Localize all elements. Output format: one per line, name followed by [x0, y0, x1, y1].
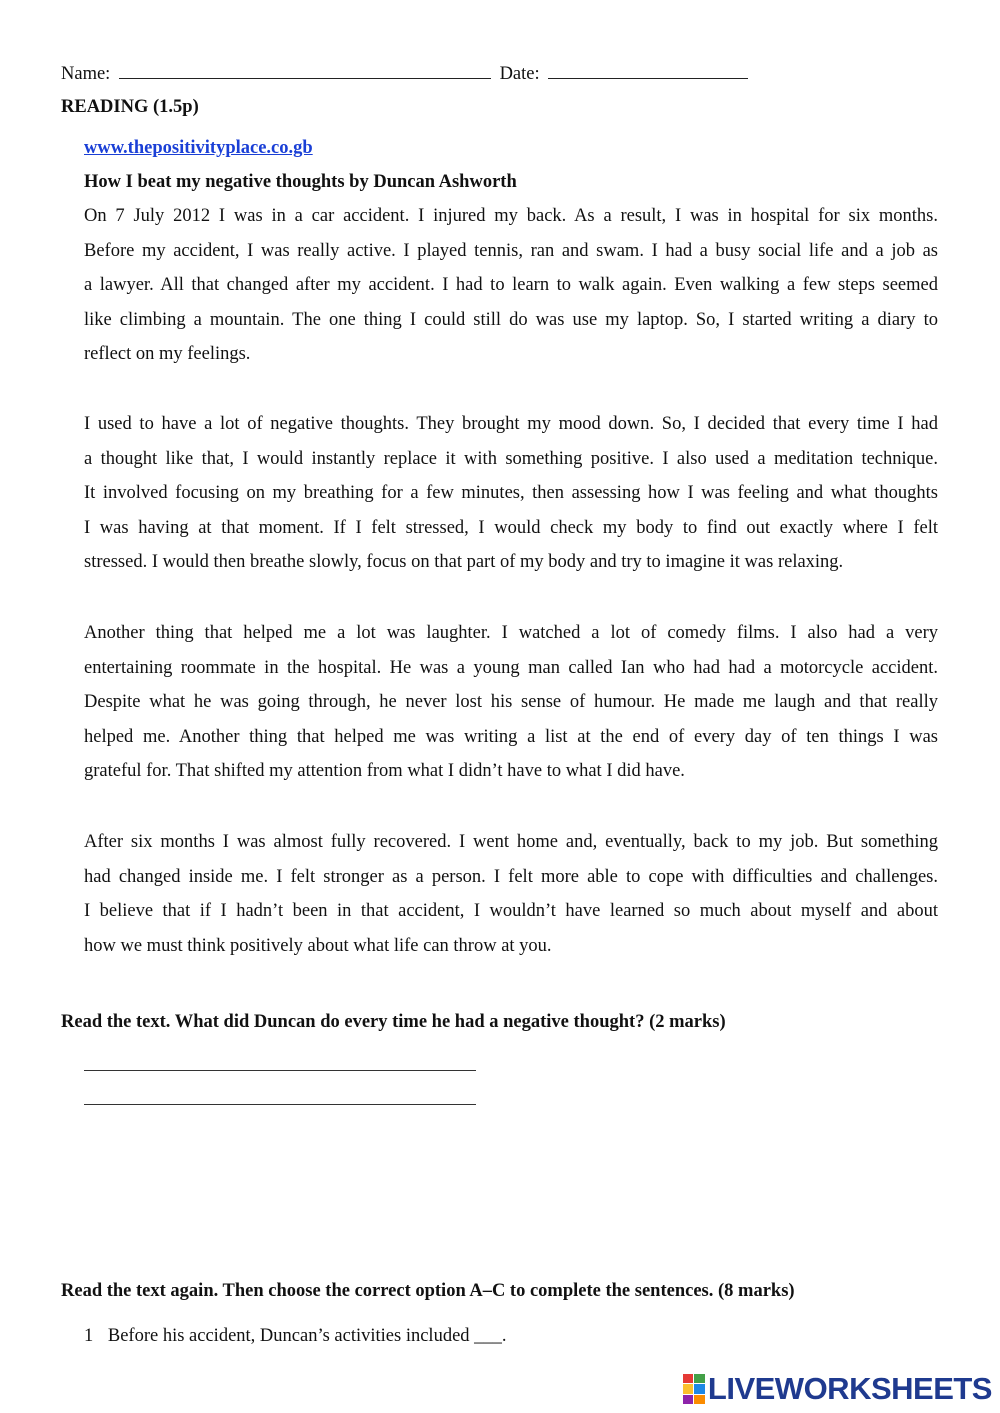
- paragraph-line: Another thing that helped me a lot was laughter. I watched a lot of comedy films. I also had a very: [84, 623, 938, 643]
- date-field[interactable]: [548, 61, 748, 79]
- question-2-prompt: Read the text again. Then choose the correct option A–C to complete the sentences. (8 marks): [61, 1281, 795, 1301]
- answer-line-2[interactable]: [84, 1104, 476, 1105]
- article-paragraph-1: [84, 199, 938, 372]
- logo-text: LIVEWORKSHEETS: [707, 1371, 992, 1406]
- article-paragraph-2: [84, 407, 938, 580]
- paragraph-line: had changed inside me. I felt stronger as a person. I felt more able to cope with difficulties and challenges.: [84, 866, 938, 887]
- paragraph-line: After six months I was almost fully recovered. I went home and, eventually, back to my job. But something: [84, 832, 938, 852]
- paragraph-line: like climbing a mountain. The one thing I could still do was use my laptop. So, I started writing a diary to: [84, 309, 938, 330]
- paragraph-line: On 7 July 2012 I was in a car accident. I injured my back. As a result, I was in hospital for six months.: [84, 206, 938, 226]
- logo-tile: [694, 1384, 705, 1393]
- paragraph-line: grateful for. That shifted my attention from what I didn’t have to what I did have.: [84, 761, 685, 782]
- item-text: Before his accident, Duncan’s activities included ___.: [107, 1326, 507, 1346]
- paragraph-line: I was having at that moment. If I felt stressed, I would check my body to find out exactly where I felt: [84, 517, 938, 538]
- paragraph-line: I believe that if I hadn’t been in that accident, I wouldn’t have learned so much about myself and about: [84, 901, 938, 922]
- logo-tile: [694, 1395, 705, 1404]
- paragraph-line: Before my accident, I was really active. I played tennis, ran and swam. I had a busy social life and a job as: [84, 240, 938, 261]
- logo-tile: [694, 1374, 705, 1383]
- paragraph-line: stressed. I would then breathe slowly, focus on that part of my body and try to imagine it was relaxing.: [84, 552, 844, 573]
- paragraph-line: Despite what he was going through, he never lost his sense of humour. He made me laugh and that really: [84, 692, 938, 713]
- article-title: How I beat my negative thoughts by Duncan Ashworth: [84, 172, 517, 192]
- liveworksheets-logo: [683, 1371, 992, 1407]
- name-label: Name:: [61, 64, 111, 84]
- article-paragraph-4: [84, 825, 938, 963]
- paragraph-line: helped me. Another thing that helped me was writing a list at the end of every day of ten things I was: [84, 726, 938, 747]
- paragraph-line: how we must think positively about what life can throw at you.: [84, 935, 552, 956]
- paragraph-line: a lawyer. All that changed after my accident. I had to learn to walk again. Even walking a few steps seemed: [84, 275, 938, 296]
- paragraph-line: It involved focusing on my breathing for a few minutes, then assessing how I was feeling and what thoughts: [84, 483, 938, 504]
- name-field[interactable]: [119, 61, 491, 79]
- date-label: Date:: [499, 64, 540, 84]
- question-1-prompt: Read the text. What did Duncan do every time he had a negative thought? (2 marks): [61, 1012, 726, 1032]
- section-title: READING (1.5p): [61, 97, 199, 117]
- question-2-item: [84, 1324, 507, 1348]
- source-link[interactable]: www.thepositivityplace.co.gb: [84, 138, 313, 158]
- logo-tile: [683, 1384, 694, 1393]
- logo-tile: [683, 1374, 694, 1383]
- paragraph-line: I used to have a lot of negative thoughts. They brought my mood down. So, I decided that every time I had: [84, 414, 938, 434]
- name-date-row: [61, 61, 748, 86]
- logo-mark-icon: [683, 1374, 705, 1404]
- logo-tile: [683, 1395, 694, 1404]
- item-number: 1: [84, 1326, 94, 1346]
- paragraph-line: a thought like that, I would instantly replace it with something positive. I also used a meditation technique.: [84, 448, 938, 469]
- article-paragraph-3: [84, 616, 938, 789]
- paragraph-line: reflect on my feelings.: [84, 344, 251, 365]
- answer-line-1[interactable]: [84, 1070, 476, 1071]
- paragraph-line: entertaining roommate in the hospital. He was a young man called Ian who had had a motorcycle accident.: [84, 657, 938, 678]
